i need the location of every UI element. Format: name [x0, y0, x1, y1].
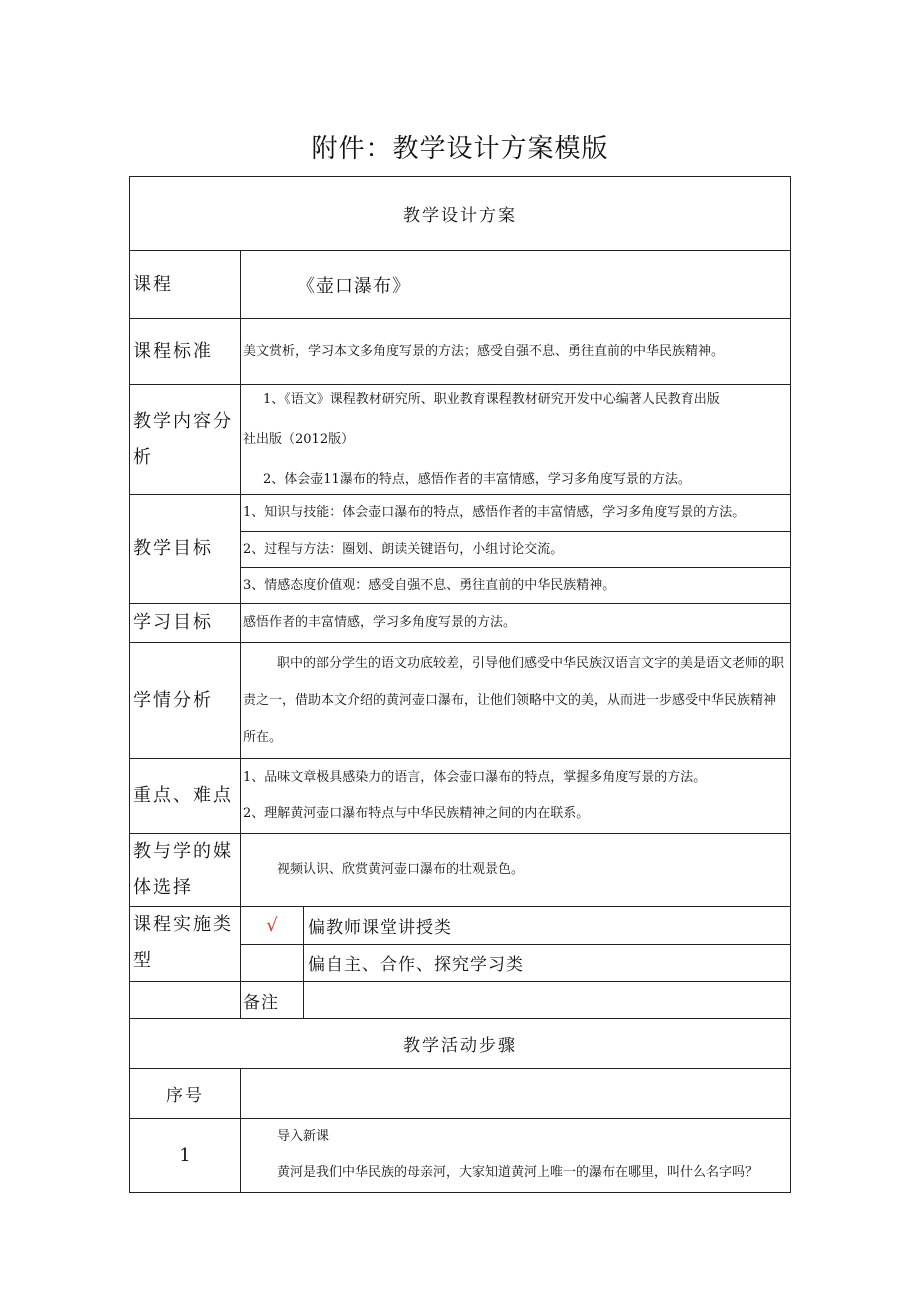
implementation-blank-cell	[130, 982, 241, 1019]
option1-label: 偏教师课堂讲授类	[304, 907, 791, 945]
media-value-cell	[241, 834, 791, 907]
implementation-label-line1: 课程实施类	[133, 914, 233, 935]
learner-analysis-line1: 职中的部分学生的语文功底较差，引导他们感受中华民族汉语言文字的美是语文老师的职	[277, 656, 785, 671]
key-points-label: 重点、难点	[130, 759, 241, 834]
learner-analysis-label: 学情分析	[130, 643, 241, 759]
steps-heading: 教学活动步骤	[403, 1036, 517, 1056]
step-title: 导入新课	[277, 1129, 330, 1144]
page-title: 附件：教学设计方案模版	[311, 134, 609, 164]
content-analysis-cell	[241, 385, 791, 495]
media-label-cell	[130, 834, 241, 907]
key-points-cell	[241, 759, 791, 834]
content-analysis-label: 教学内容分析	[130, 385, 241, 495]
table-title-cell	[130, 177, 791, 251]
goal-item: 1、知识与技能：体会壶口瀑布的特点，感悟作者的丰富情感，学习多角度写景的方法。	[241, 495, 791, 532]
learner-analysis-cell	[241, 643, 791, 759]
remark-label: 备注	[241, 982, 304, 1019]
learning-goal-value: 感悟作者的丰富情感，学习多角度写景的方法。	[241, 604, 791, 643]
remark-value[interactable]	[304, 982, 791, 1019]
step-number: 1	[130, 1119, 241, 1193]
seq-label: 序号	[130, 1069, 241, 1119]
course-value: 《壶口瀑布》	[297, 275, 411, 297]
content-analysis-line3: 2、体会壶11瀑布的特点，感悟作者的丰富情感，学习多角度写景的方法。	[263, 471, 691, 487]
content-analysis-line2: 社出版（2012版）	[243, 431, 355, 447]
table-title: 教学设计方案	[403, 206, 517, 226]
steps-heading-cell	[130, 1019, 791, 1069]
course-value-cell	[241, 251, 791, 319]
learning-goal-label: 学习目标	[130, 604, 241, 643]
content-analysis-line1: 1、《语文》课程教材研究所、职业教育课程教材研究开发中心编著人民教育出版	[263, 391, 720, 407]
goal-item: 3、情感态度价值观：感受自强不息、勇往直前的中华民族精神。	[241, 568, 791, 604]
lesson-plan-table	[129, 176, 791, 1193]
media-label-line2: 体选择	[133, 877, 193, 898]
learner-analysis-line3: 所在。	[243, 730, 283, 745]
course-label: 课程	[130, 251, 241, 319]
standard-label: 课程标准	[130, 319, 241, 385]
option1-check-cell[interactable]	[241, 907, 304, 945]
media-value: 视频认识、欣赏黄河壶口瀑布的壮观景色。	[277, 862, 525, 877]
step-content-cell	[241, 1119, 791, 1193]
goal-item: 2、过程与方法：圈划、朗读关键语句，小组讨论交流。	[241, 532, 791, 568]
standard-value: 美文赏析，学习本文多角度写景的方法；感受自强不息、勇往直前的中华民族精神。	[241, 319, 791, 385]
media-label-line1: 教与学的媒	[133, 841, 233, 862]
option2-check-cell[interactable]	[241, 944, 304, 982]
check-mark-icon: √	[266, 914, 278, 936]
implementation-label-cell	[130, 907, 241, 982]
step-text: 黄河是我们中华民族的母亲河，大家知道黄河上唯一的瀑布在哪里，叫什么名字吗？	[277, 1165, 759, 1180]
learner-analysis-line2: 责之一，借助本文介绍的黄河壶口瀑布，让他们领略中文的美，从而进一步感受中华民族精神	[243, 693, 777, 708]
seq-header-blank	[241, 1069, 791, 1119]
option2-label: 偏自主、合作、探究学习类	[304, 944, 791, 982]
key-point-item: 2、理解黄河壶口瀑布特点与中华民族精神之间的内在联系。	[243, 806, 590, 821]
key-point-item: 1、品味文章极具感染力的语言，体会壶口瀑布的特点，掌握多角度写景的方法。	[243, 770, 707, 785]
goals-label: 教学目标	[130, 495, 241, 604]
implementation-label-line2: 型	[133, 950, 153, 971]
